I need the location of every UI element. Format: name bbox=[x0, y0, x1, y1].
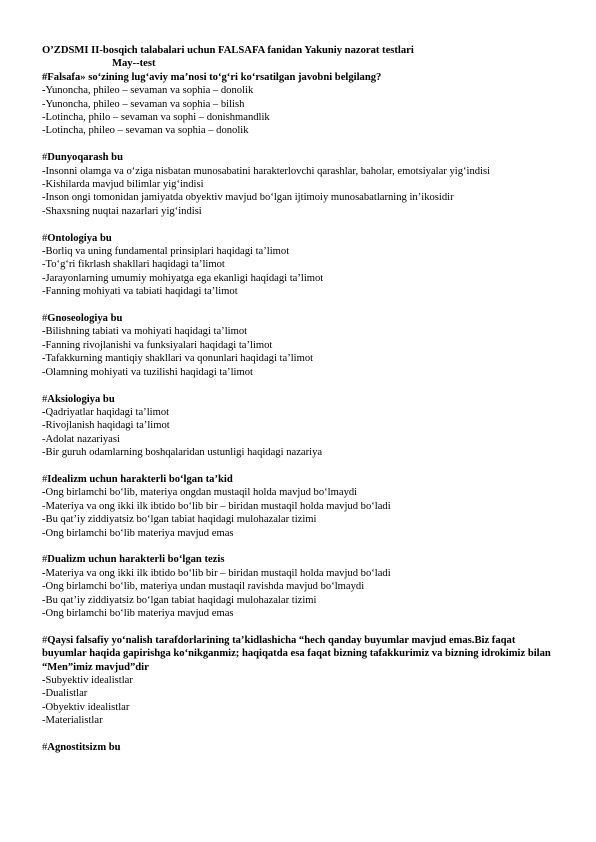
answer-option: -Inson ongi tomonidan jamiyatda obyektiv mavjud bo‘lgan ijtimoiy munosabatlarning in’ikosidir bbox=[42, 192, 454, 204]
question-text bbox=[42, 741, 562, 754]
question-hash: # bbox=[42, 554, 48, 566]
question-hash: # bbox=[42, 313, 48, 325]
question-block bbox=[42, 473, 562, 540]
answer-option: -Ong birlamchi bo‘lib, materiya ongdan mustaqil holda mavjud bo‘lmaydi bbox=[42, 487, 358, 499]
question-block bbox=[42, 312, 562, 379]
answer-option: -Yunoncha, phileo – sevaman va sophia – donolik bbox=[42, 85, 254, 97]
question-text bbox=[42, 393, 562, 406]
question-text bbox=[42, 232, 562, 245]
answer-option: -Dualistlar bbox=[42, 688, 88, 700]
question-text bbox=[42, 473, 562, 486]
option-dash: - bbox=[42, 85, 46, 97]
question-block bbox=[42, 553, 562, 620]
question-label: Aksiologiya bu bbox=[47, 393, 115, 405]
answer-option: -Fanning rivojlanishi va funksiyalari haqidagi ta’limot bbox=[42, 339, 273, 351]
question-label: Agnostitsizm bu bbox=[47, 742, 121, 753]
answer-option: -Materialistlar bbox=[42, 715, 103, 727]
answer-option: -Bir guruh odamlarning boshqalaridan ustunligi haqidagi nazariya bbox=[42, 447, 323, 459]
question-text bbox=[42, 151, 562, 164]
answer-option: -Olamning mohiyati va tuzilishi haqidagi ta’limot bbox=[42, 366, 253, 378]
answer-option: -Subyektiv idealistlar bbox=[42, 674, 133, 686]
answer-option: -Yunoncha, phileo – sevaman va sophia – bilish bbox=[42, 98, 245, 110]
answer-option: -Rivojlanish haqidagi ta’limot bbox=[42, 420, 170, 432]
answer-option: -Ong birlamchi bo‘lib materiya mavjud emas bbox=[42, 527, 234, 539]
question-text bbox=[42, 634, 562, 674]
question-block bbox=[42, 71, 562, 138]
question-label: Falsafa» so‘zining lug‘aviy ma’nosi to‘g‘ri ko‘rsatilgan javobni belgilang? bbox=[47, 71, 382, 83]
question-hash: # bbox=[42, 152, 48, 164]
question-text bbox=[42, 312, 562, 325]
answer-option: -Obyektiv idealistlar bbox=[42, 701, 130, 713]
answer-option: -Ong birlamchi bo‘lib, materiya undan mustaqil ravishda mavjud bo‘lmaydi bbox=[42, 581, 365, 593]
question-text bbox=[42, 553, 562, 566]
question-block bbox=[42, 634, 562, 728]
answer-option: -Tafakkurning mantiqiy shakllari va qonunlari haqidagi ta’limot bbox=[42, 353, 314, 365]
question-hash: # bbox=[42, 71, 48, 83]
answer-option: -Lotincha, phileo – sevaman va sophia – donolik bbox=[42, 125, 249, 137]
answer-option: -To‘g‘ri fikrlash shakllari haqidagi ta’limot bbox=[42, 259, 225, 271]
answer-option: -Borliq va uning fundamental prinsiplari haqidagi ta’limot bbox=[42, 246, 290, 258]
question-text bbox=[42, 71, 562, 84]
question-label: Dualizm uchun harakterli bo‘lgan tezis bbox=[47, 554, 225, 566]
question-block bbox=[42, 741, 562, 754]
document-subtitle: May--test bbox=[112, 58, 156, 70]
answer-option: -Fanning mohiyati va tabiati haqidagi ta’limot bbox=[42, 286, 238, 298]
document-page bbox=[42, 44, 562, 754]
answer-option: -Shaxsning nuqtai nazarlari yig‘indisi bbox=[42, 205, 202, 217]
answer-option: -Materiya va ong ikki ilk ibtido bo‘lib bir – biridan mustaqil holda mavjud bo‘ladi bbox=[42, 567, 391, 579]
document-title: O’ZDSMI II-bosqich talabalari uchun FALSAFA fanidan Yakuniy nazorat testlari bbox=[42, 45, 414, 56]
answer-option: -Bu qat’iy ziddiyatsiz bo‘lgan tabiat haqidagi mulohazalar tizimi bbox=[42, 514, 317, 526]
question-hash: # bbox=[42, 742, 48, 753]
option-dash: - bbox=[42, 326, 46, 338]
answer-option: -Lotincha, philo – sevaman va sophi – donishmandlik bbox=[42, 112, 270, 124]
answer-option: -Bilishning tabiati va mohiyati haqidagi ta’limot bbox=[42, 326, 248, 338]
question-label: Dunyoqarash bu bbox=[47, 152, 123, 164]
answer-option: -Qadriyatlar haqidagi ta’limot bbox=[42, 406, 170, 418]
option-dash: - bbox=[42, 406, 46, 418]
option-dash: - bbox=[42, 246, 46, 258]
question-label: Gnoseologiya bu bbox=[47, 313, 123, 325]
option-dash: - bbox=[42, 487, 46, 499]
question-block bbox=[42, 151, 562, 218]
question-hash: # bbox=[42, 634, 48, 646]
question-label: Qaysi falsafiy yo‘nalish tarafdorlarining ta’kidlashicha “hech qanday buyumlar mavjud emas.Biz faqat buyumlar haqida gapirishga ko‘nikganmiz; haqiqatda esa faqat bizning tafakkurimiz va bizning idrokimiz bilan “Men”imiz mavjud”dir bbox=[42, 634, 551, 673]
question-hash: # bbox=[42, 393, 48, 405]
option-dash: - bbox=[42, 674, 46, 686]
answer-option: -Adolat nazariyasi bbox=[42, 433, 120, 445]
answer-option: -Bu qat’iy ziddiyatsiz bo‘lgan tabiat haqidagi mulohazalar tizimi bbox=[42, 594, 317, 606]
question-hash: # bbox=[42, 232, 48, 244]
answer-option: -Insonni olamga va o‘ziga nisbatan munosabatini harakterlovchi qarashlar, baholar, emotsiyalar yig‘indisi bbox=[42, 165, 491, 177]
answer-option: -Kishilarda mavjud bilimlar yig‘indisi bbox=[42, 179, 204, 191]
answer-option: -Materiya va ong ikki ilk ibtido bo‘lib bir – biridan mustaqil holda mavjud bo‘ladi bbox=[42, 500, 391, 512]
option-dash: - bbox=[42, 165, 46, 177]
question-label: Idealizm uchun harakterli bo‘lgan ta’kid bbox=[47, 473, 233, 485]
question-label: Ontologiya bu bbox=[47, 232, 112, 244]
question-block bbox=[42, 393, 562, 460]
question-block bbox=[42, 232, 562, 299]
question-hash: # bbox=[42, 473, 48, 485]
option-dash: - bbox=[42, 567, 46, 579]
answer-option: -Ong birlamchi bo‘lib materiya mavjud emas bbox=[42, 607, 234, 619]
answer-option: -Jarayonlarning umumiy mohiyatga ega ekanligi haqidagi ta’limot bbox=[42, 272, 324, 284]
